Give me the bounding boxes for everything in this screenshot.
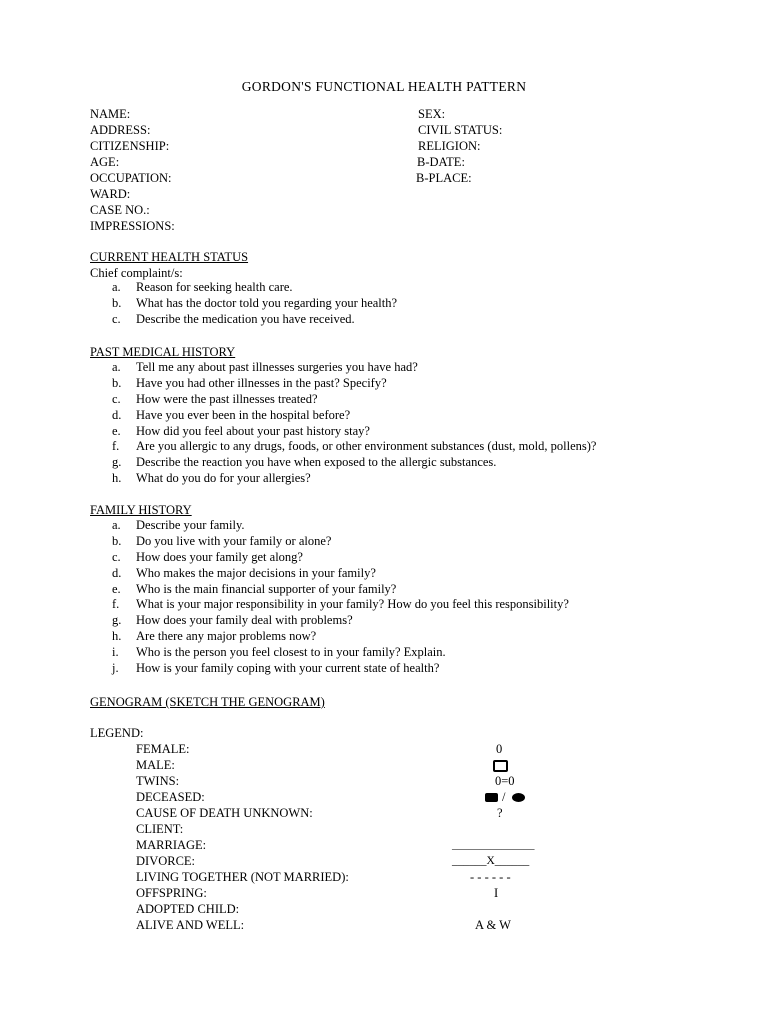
item-letter: c. <box>112 311 121 326</box>
list-item <box>112 471 596 487</box>
item-text: Describe the reaction you have when exposed to the allergic substances. <box>136 455 497 470</box>
legend-label: OFFSPRING: <box>136 886 207 900</box>
item-letter: f. <box>112 439 120 454</box>
item-letter: a. <box>112 360 121 374</box>
info-case-no: CASE NO.: <box>90 203 150 217</box>
item-letter: h. <box>112 629 122 644</box>
item-text: Who makes the major decisions in your family? <box>136 565 376 580</box>
list-item <box>112 661 569 677</box>
legend-row-male <box>136 757 696 773</box>
list-item <box>112 629 569 645</box>
legend-label: TWINS: <box>136 774 180 788</box>
item-text: Reason for seeking health care. <box>136 280 293 294</box>
item-text: Have you had other illnesses in the past? Specify? <box>136 375 387 390</box>
item-text: What has the doctor told you regarding your health? <box>136 295 398 310</box>
item-text: How were the past illnesses treated? <box>136 391 318 406</box>
item-text: How is your family coping with your current state of health? <box>136 661 440 676</box>
item-letter: b. <box>112 533 122 548</box>
legend-row-twins <box>136 773 696 789</box>
item-letter: c. <box>112 391 121 406</box>
list-item <box>112 582 569 598</box>
list-item <box>112 597 569 613</box>
legend-label: CLIENT: <box>136 822 184 836</box>
living-together-symbol: - - - - - - <box>470 870 511 884</box>
family-history-heading: FAMILY HISTORY <box>90 503 192 517</box>
legend-label: LIVING TOGETHER (NOT MARRIED): <box>136 870 349 884</box>
current-health-heading: CURRENT HEALTH STATUS <box>90 250 249 264</box>
item-text: Are there any major problems now? <box>136 629 317 644</box>
list-item <box>112 376 596 392</box>
legend-row-living-together <box>136 869 696 885</box>
info-age: AGE: <box>90 155 120 169</box>
item-letter: i. <box>112 645 119 660</box>
male-square-icon <box>493 760 508 772</box>
item-letter: d. <box>112 407 122 422</box>
legend-label: FEMALE: <box>136 742 190 756</box>
list-item <box>112 392 596 408</box>
legend-label: DIVORCE: <box>136 854 196 868</box>
item-letter: a. <box>112 280 121 294</box>
list-item <box>112 296 397 312</box>
item-text: What do you do for your allergies? <box>136 471 311 486</box>
list-item <box>112 408 596 424</box>
list-item <box>112 312 397 328</box>
legend-label: ADOPTED CHILD: <box>136 902 240 916</box>
chief-complaint-label: Chief complaint/s: <box>90 266 183 280</box>
info-b-place: B-PLACE: <box>416 171 472 185</box>
item-letter: e. <box>112 423 121 438</box>
current-health-list <box>112 280 397 328</box>
deceased-square-icon <box>485 793 498 802</box>
page-title: GORDON'S FUNCTIONAL HEALTH PATTERN <box>241 79 527 94</box>
item-text: How does your family get along? <box>136 549 303 564</box>
marriage-symbol: _______________ <box>452 839 535 851</box>
item-text: Describe your family. <box>136 518 245 532</box>
divorce-symbol: ______X______ <box>452 855 530 867</box>
legend-row-alive-well <box>136 917 696 933</box>
past-medical-heading: PAST MEDICAL HISTORY <box>90 345 236 359</box>
legend-row-female <box>136 741 696 757</box>
info-impressions: IMPRESSIONS: <box>90 219 175 233</box>
item-text: Tell me any about past illnesses surgeries you have had? <box>136 360 418 374</box>
genogram-heading: GENOGRAM (SKETCH THE GENOGRAM) <box>90 695 325 709</box>
list-item <box>112 455 596 471</box>
item-letter: d. <box>112 565 122 580</box>
alive-well-symbol: A & W <box>475 918 511 932</box>
list-item <box>112 280 397 296</box>
item-letter: h. <box>112 471 122 486</box>
family-history-list <box>112 518 569 677</box>
item-text: How does your family deal with problems? <box>136 613 353 628</box>
item-letter: e. <box>112 581 121 596</box>
list-item <box>112 534 569 550</box>
item-text: What is your major responsibility in your family? How do you feel this responsibility? <box>136 597 569 612</box>
list-item <box>112 360 596 376</box>
list-item <box>112 439 596 455</box>
list-item <box>112 424 596 440</box>
deceased-circle-icon <box>512 793 525 802</box>
deceased-slash: / <box>502 790 506 804</box>
legend-label: ALIVE AND WELL: <box>136 918 245 932</box>
item-letter: b. <box>112 375 122 390</box>
legend-label: MALE: <box>136 758 175 772</box>
legend-row-divorce <box>136 853 696 869</box>
info-citizenship: CITIZENSHIP: <box>90 139 170 153</box>
legend-row-marriage <box>136 837 696 853</box>
offspring-symbol: I <box>494 886 499 900</box>
info-civil-status: CIVIL STATUS: <box>418 123 503 137</box>
legend-title: LEGEND: <box>90 726 144 740</box>
item-text: Do you live with your family or alone? <box>136 533 332 548</box>
item-letter: g. <box>112 455 122 470</box>
item-text: Who is the person you feel closest to in your family? Explain. <box>136 645 446 660</box>
item-letter: a. <box>112 518 121 532</box>
info-occupation: OCCUPATION: <box>90 171 172 185</box>
info-ward: WARD: <box>90 187 131 201</box>
list-item <box>112 645 569 661</box>
legend-row-cause-unknown <box>136 805 696 821</box>
info-address: ADDRESS: <box>90 123 151 137</box>
list-item <box>112 518 569 534</box>
item-text: Describe the medication you have received. <box>136 311 355 326</box>
item-letter: b. <box>112 295 122 310</box>
legend-label: CAUSE OF DEATH UNKNOWN: <box>136 806 313 820</box>
item-text: Are you allergic to any drugs, foods, or other environment substances (dust, mold, pollens)? <box>136 439 597 454</box>
list-item <box>112 550 569 566</box>
legend-row-client <box>136 821 696 837</box>
item-letter: g. <box>112 613 122 628</box>
list-item <box>112 566 569 582</box>
legend-row-deceased <box>136 789 696 805</box>
twins-symbol: 0=0 <box>495 774 515 788</box>
legend-label: MARRIAGE: <box>136 838 207 852</box>
info-b-date: B-DATE: <box>417 155 465 169</box>
female-symbol: 0 <box>496 742 503 756</box>
list-item <box>112 613 569 629</box>
item-letter: j. <box>112 661 119 676</box>
info-sex: SEX: <box>418 107 446 121</box>
info-name: NAME: <box>90 107 131 121</box>
item-text: Who is the main financial supporter of your family? <box>136 581 397 596</box>
item-letter: c. <box>112 549 121 564</box>
legend-row-adopted <box>136 901 696 917</box>
legend-row-offspring <box>136 885 696 901</box>
unknown-symbol: ? <box>497 806 503 820</box>
item-text: Have you ever been in the hospital before? <box>136 407 351 422</box>
item-letter: f. <box>112 597 120 612</box>
legend-label: DECEASED: <box>136 790 205 804</box>
past-medical-list <box>112 360 596 487</box>
info-religion: RELIGION: <box>418 139 481 153</box>
item-text: How did you feel about your past history stay? <box>136 423 370 438</box>
